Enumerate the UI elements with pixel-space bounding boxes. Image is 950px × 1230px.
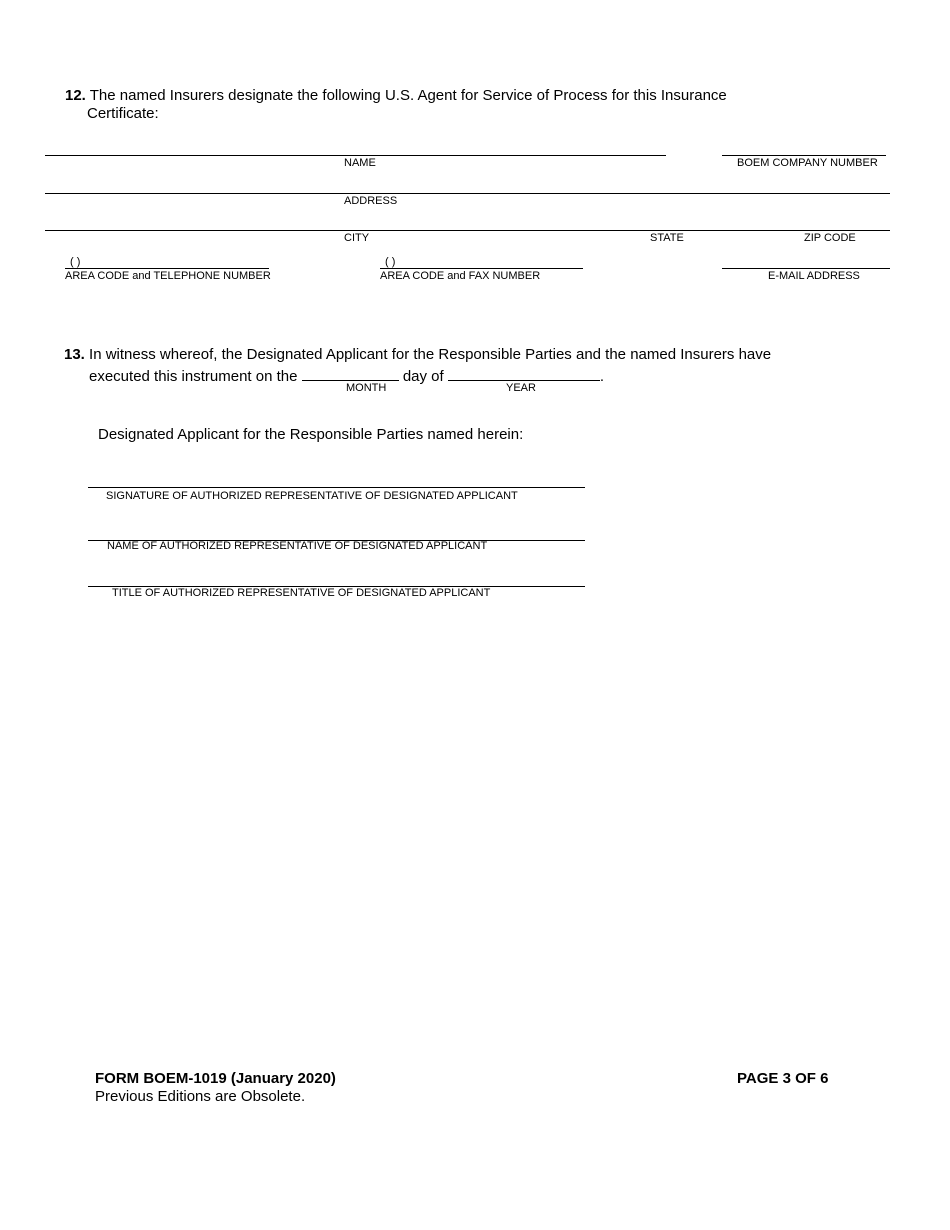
representative-name-label: NAME OF AUTHORIZED REPRESENTATIVE OF DESIGNATED APPLICANT [107,540,488,552]
signature-label: SIGNATURE OF AUTHORIZED REPRESENTATIVE OF DESIGNATED APPLICANT [106,490,518,502]
telephone-area-code-parens: ( ) [70,256,81,268]
designated-applicant-heading: Designated Applicant for the Responsible Parties named herein: [98,426,524,443]
telephone-field-line[interactable] [65,268,269,269]
month-label: MONTH [346,382,387,394]
name-label: NAME [344,157,376,169]
zip-code-label: ZIP CODE [804,232,856,244]
section-12-line2: Certificate: [87,105,159,122]
section-13-text: In witness whereof, the Designated Applicant for the Responsible Parties and the named Insurers have [89,346,772,363]
year-label: YEAR [506,382,536,394]
section-12-line1 [65,87,727,105]
email-field-line[interactable] [722,268,890,269]
fax-area-code-parens: ( ) [385,256,396,268]
name-field-line[interactable] [45,155,666,156]
fax-field-line[interactable] [380,268,583,269]
address-field-line[interactable] [45,193,890,194]
signature-field-line[interactable] [88,487,585,488]
address-label: ADDRESS [344,195,398,207]
email-label: E-MAIL ADDRESS [768,270,860,282]
obsolete-note: Previous Editions are Obsolete. [95,1088,306,1105]
boem-company-number-field-line[interactable] [722,155,886,156]
state-label: STATE [650,232,684,244]
page-number: PAGE 3 OF 6 [737,1070,829,1087]
section-12-number: 12. [65,87,86,104]
representative-title-label: TITLE OF AUTHORIZED REPRESENTATIVE OF DESIGNATED APPLICANT [112,587,491,599]
execution-month-blank[interactable] [302,366,399,381]
city-state-zip-field-line[interactable] [45,230,890,231]
section-13-line1 [64,346,771,364]
city-label: CITY [344,232,370,244]
fax-label: AREA CODE and FAX NUMBER [380,270,541,282]
section-13-executed-text: executed this instrument on the [89,368,298,385]
section-12-text: The named Insurers designate the following U.S. Agent for Service of Process for this Insurance [89,87,727,104]
section-13-period: . [599,368,605,385]
telephone-label: AREA CODE and TELEPHONE NUMBER [65,270,271,282]
execution-year-blank[interactable] [448,366,600,381]
section-13-day-of-text: day of [402,368,444,385]
section-13-number: 13. [64,346,85,363]
form-identifier: FORM BOEM-1019 (January 2020) [95,1070,336,1087]
boem-company-number-label: BOEM COMPANY NUMBER [737,157,878,169]
